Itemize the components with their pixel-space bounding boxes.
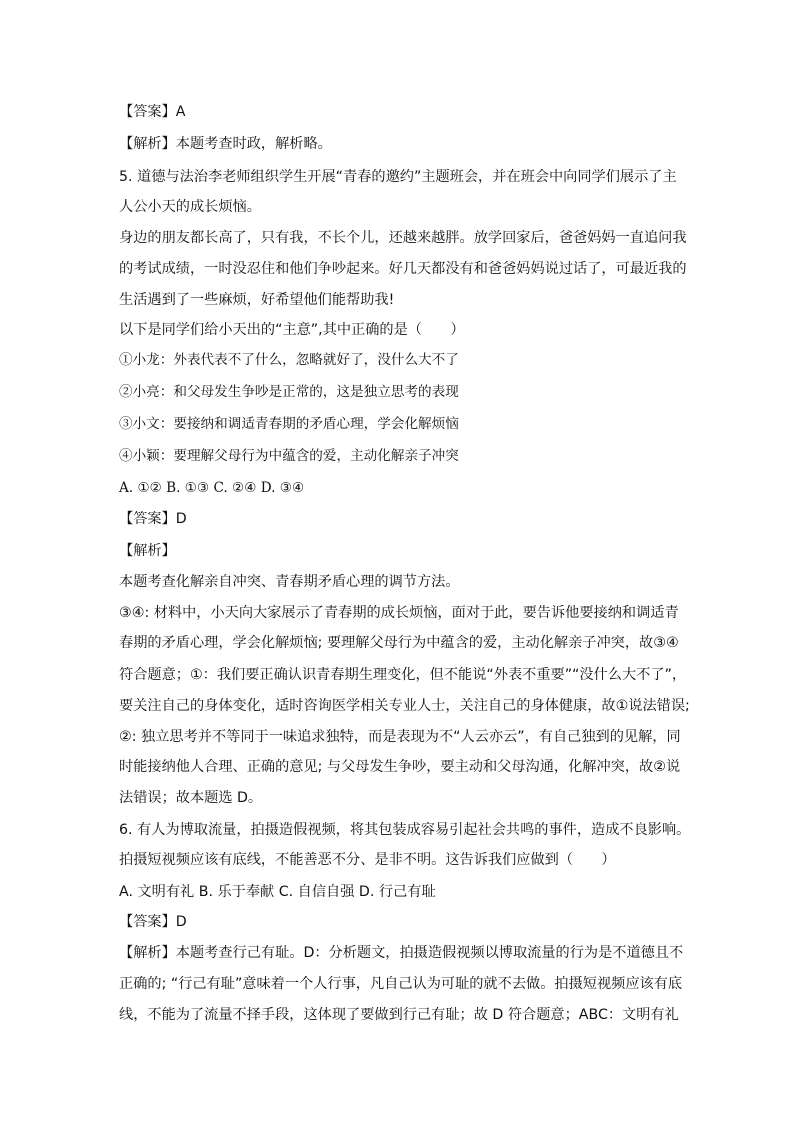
- analysis-5-line-4: 符合题意；①：我们要正确认识青春期生理变化，但不能说“外表不重要”“没什么大不了”，: [119, 667, 687, 683]
- question-5-stem-line-1: 5. 道德与法治李老师组织学生开展“青春的邀约”主题班会，并在班会中向同学们展示了主: [119, 169, 677, 185]
- statement-4: ④小颖：要理解父母行为中蕴含的爱，主动化解亲子冲突: [119, 448, 459, 464]
- analysis-6-line-3: 线，不能为了流量不择手段，这体现了要做到行己有耻；故 D 符合题意；ABC：文明有礼: [119, 1007, 679, 1023]
- answer-label-4: 【答案】A: [119, 104, 186, 120]
- question-5-options: A. ①② B. ①③ C. ②④ D. ③④: [119, 480, 305, 496]
- analysis-5-line-7: 时能接纳他人合理、正确的意见; 与父母发生争吵，要主动和父母沟通，化解冲突，故②说: [119, 759, 681, 775]
- analysis-5-line-8: 法错误；故本题选 D。: [119, 790, 263, 806]
- analysis-5-line-6: ②: 独立思考并不等同于一味追求独特，而是表现为不“人云亦云”，有自己独到的见解，同: [119, 729, 681, 745]
- analysis-label-5: 【解析】: [119, 543, 176, 559]
- analysis-6-line-2: 正确的; “行己有耻”意味着一个人行事，凡自己认为可耻的就不去做。拍摄短视频应该有底: [119, 976, 683, 992]
- statement-3: ③小文：要接纳和调适青春期的矛盾心理，学会化解烦恼: [119, 416, 459, 432]
- question-6-stem-line-2: 拍摄短视频应该有底线，不能善恶不分、是非不明。这告诉我们应做到（ ）: [119, 852, 616, 868]
- answer-label-6: 【答案】D: [119, 914, 187, 930]
- question-5-stem-line-2: 人公小天的成长烦恼。: [119, 199, 261, 215]
- material-line-2: 的考试成绩，一时没忍住和他们争吵起来。好几天都没有和爸爸妈妈说过话了，可最近我的: [119, 261, 687, 277]
- analysis-5-line-5: 要关注自己的身体变化，适时咨询医学相关专业人士，关注自己的身体健康，故①说法错误;: [119, 698, 690, 714]
- analysis-5-line-2: ③④: 材料中，小天向大家展示了青春期的成长烦恼，面对于此，要告诉他要接纳和调适青: [119, 605, 679, 621]
- material-line-3: 生活遇到了一些麻烦，好希望他们能帮助我!: [119, 292, 395, 308]
- answer-label-5: 【答案】D: [119, 511, 187, 527]
- question-5-prompt: 以下是同学们给小天出的“主意”,其中正确的是（ ）: [119, 322, 465, 338]
- question-6-stem-line-1: 6. 有人为博取流量，拍摄造假视频，将其包装成容易引起社会共鸣的事件，造成不良影响。: [119, 822, 691, 838]
- statement-1: ①小龙：外表代表不了什么，忽略就好了，没什么大不了: [119, 352, 459, 368]
- analysis-6-line-1: 【解析】本题考查行己有耻。D：分析题文，拍摄造假视频以博取流量的行为是不道德且不: [119, 945, 684, 961]
- analysis-5-line-1: 本题考查化解亲自冲突、青春期矛盾心理的调节方法。: [119, 574, 460, 590]
- material-line-1: 身边的朋友都长高了，只有我，不长个儿，还越来越胖。放学回家后，爸爸妈妈一直追问我: [119, 230, 687, 246]
- analysis-4: 【解析】本题考查时政，解析略。: [119, 136, 332, 152]
- analysis-5-line-3: 春期的矛盾心理，学会化解烦恼; 要理解父母行为中蕴含的爱，主动化解亲子冲突，故③④: [119, 635, 679, 651]
- question-6-options: A. 文明有礼 B. 乐于奉献 C. 自信自强 D. 行己有耻: [119, 884, 436, 900]
- statement-2: ②小亮：和父母发生争吵是正常的，这是独立思考的表现: [119, 384, 459, 400]
